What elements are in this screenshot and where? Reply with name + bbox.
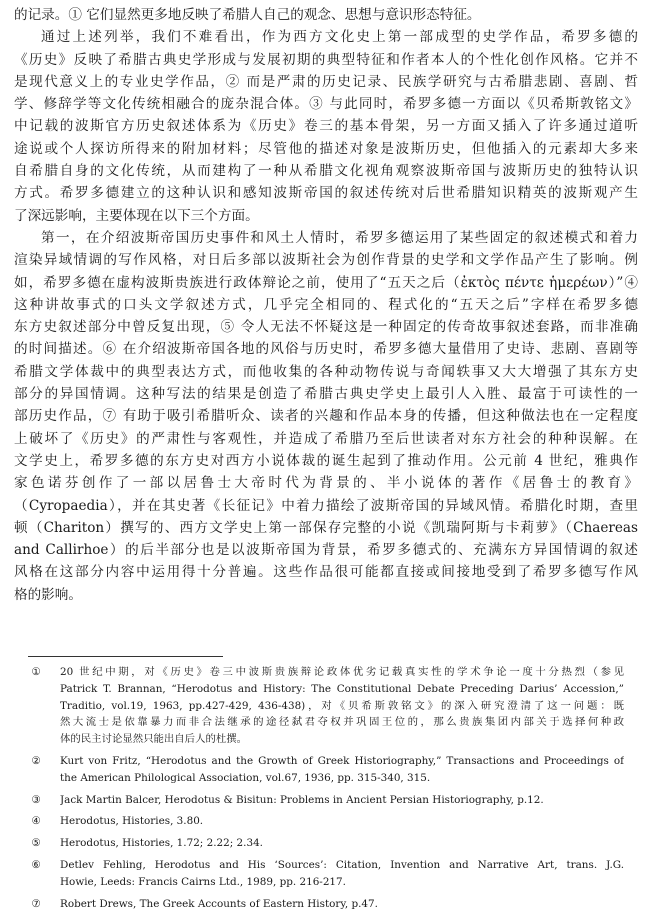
footnote-line: Herodotus, Histories, 3.80. bbox=[60, 815, 204, 828]
body-line: 家色诺芬创作了一部以居鲁士大帝时代为背景的、半小说体的著作《居鲁士的教育》 bbox=[14, 475, 638, 492]
footnote-number: ⑦ bbox=[31, 897, 41, 910]
footnote bbox=[28, 813, 624, 830]
body-line: 渲染异域情调的写作风格，对日后多部以波斯社会为创作背景的史学和文学作品产生了影响。例 bbox=[14, 252, 638, 269]
body-line: 中记载的波斯官方历史叙述体系为《历史》卷三的基本骨架，另一方面又插入了许多通过道听 bbox=[14, 118, 638, 135]
body-text bbox=[14, 4, 638, 606]
body-line: 这种讲故事式的口头文学叙述方式，几乎完全相同的、程式化的“五天之后”字样在希罗多德 bbox=[14, 296, 638, 313]
body-line: 自希腊自身的文化传统，从而建构了一种从希腊文化视角观察波斯帝国与波斯历史的独特认识 bbox=[14, 163, 638, 180]
body-line: 上破坏了《历史》的严肃性与客观性，并造成了希腊乃至后世读者对东方社会的种种误解。在 bbox=[14, 430, 638, 447]
body-line: 的时间描述。⑥ 在介绍波斯帝国各地的风俗与历史时，希罗多德大量借用了史诗、悲剧、喜剧等 bbox=[14, 341, 638, 358]
footnote bbox=[28, 753, 624, 787]
body-line: 部历史作品，⑦ 有助于吸引希腊听众、读者的兴趣和作品本身的传播，但这种做法也在一定程度 bbox=[14, 408, 638, 425]
body-line: 的记录。① 它们显然更多地反映了希腊人自己的观念、思想与意识形态特征。 bbox=[14, 7, 481, 23]
footnote bbox=[28, 896, 624, 912]
body-line: 部分的异国情调。这种写法的结果是创造了希腊古典史学史上最引人入胜、最富于可读性的一 bbox=[14, 386, 638, 403]
footnote bbox=[28, 857, 624, 891]
body-line: 希腊文学体裁中的典型表达方式，而他收集的各种动物传说与奇闻轶事又大大增强了其东方史 bbox=[14, 363, 638, 380]
footnote-separator bbox=[28, 656, 223, 657]
body-line: 格的影响。 bbox=[14, 586, 82, 603]
footnote-line: 体的民主讨论显然只能出自后人的杜撰。 bbox=[60, 733, 248, 746]
footnote-line: Traditio, vol.19, 1963, pp.427-429, 436-438)，对《贝希斯敦铭文》的深入研究澄清了这一问题：既 bbox=[60, 699, 624, 712]
footnote-number: ③ bbox=[31, 793, 41, 806]
body-line: 文学史上，希罗多德的东方史对西方小说体裁的诞生起到了推动作用。公元前 4 世纪，雅典作 bbox=[14, 452, 638, 469]
footnote-line: Detlev Fehling, Herodotus and His ‘Sources’: Citation, Invention and Narrative Art, trans. J.G. bbox=[60, 858, 624, 871]
footnote-number: ① bbox=[31, 666, 41, 678]
body-line: 顿（Chariton）撰写的、西方文学史上第一部保存完整的小说《凯瑞阿斯与卡莉萝》（Chaereas bbox=[14, 519, 638, 536]
footnote bbox=[28, 664, 624, 748]
body-line: 第一，在介绍波斯帝国历史事件和风土人情时，希罗多德运用了某些固定的叙述模式和着力 bbox=[41, 229, 638, 246]
body-line: 了深远影响，主要体现在以下三个方面。 bbox=[14, 207, 259, 224]
body-line: 是现代意义上的专业史学作品，② 而是严肃的历史记录、民族学研究与古希腊悲剧、喜剧、哲 bbox=[14, 73, 638, 90]
body-line: 如，希罗多德在虚构波斯贵族进行政体辩论之前，使用了“五天之后（ἐκτὸς πέντε ἡμερέων）”④ bbox=[14, 274, 638, 291]
footnote-line: Kurt von Fritz, “Herodotus and the Growth of Greek Historiography,” Transactions and Proceedings of bbox=[60, 754, 624, 767]
body-line: 东方史叙述部分中曾反复出现，⑤ 令人无法不怀疑这是一种固定的传奇故事叙述套路，而非准确 bbox=[14, 319, 638, 336]
footnote-line: Jack Martin Balcer, Herodotus & Bisitun: Problems in Ancient Persian Historiography, p.12. bbox=[60, 793, 544, 806]
body-line: 《历史》反映了希腊古典史学形成与发展初期的典型特征和作者本人的个性化创作风格。它并不 bbox=[14, 51, 638, 68]
body-line: 通过上述列举，我们不难看出，作为西方文化史上第一部成型的史学作品，希罗多德的 bbox=[41, 29, 638, 46]
body-line: 学、修辞学等文化传统相融合的庞杂混合体。③ 与此同时，希罗多德一方面以《贝希斯敦铭文》 bbox=[14, 96, 638, 113]
footnote-line: the American Philological Association, vol.67, 1936, pp. 315-340, 315. bbox=[60, 771, 431, 784]
footnote-number: ⑥ bbox=[31, 858, 41, 871]
footnote-number: ④ bbox=[31, 815, 41, 828]
footnote-line: Patrick T. Brannan, “Herodotus and History: The Constitutional Debate Preceding Darius’ Accession,” bbox=[60, 682, 624, 695]
footnotes bbox=[28, 664, 624, 912]
footnote-line: 20 世纪中期，对《历史》卷三中波斯贵族辩论政体优劣记载真实性的学术争论一度十分热烈（参见 bbox=[60, 666, 624, 678]
body-line: 风格在这部分内容中运用得十分普遍。这些作品很可能都直接或间接地受到了希罗多德写作风 bbox=[14, 564, 638, 581]
footnote-number: ② bbox=[31, 754, 41, 767]
footnote-number: ⑤ bbox=[31, 837, 41, 850]
body-line: and Callirhoe）的后半部分也是以波斯帝国为背景，希罗多德式的、充满东方异国情调的叙述 bbox=[14, 542, 638, 559]
footnote-line: Howie, Leeds: Francis Cairns Ltd., 1989, pp. 216-217. bbox=[60, 875, 346, 888]
footnote bbox=[28, 835, 624, 852]
footnote-line: Robert Drews, The Greek Accounts of Eastern History, p.47. bbox=[60, 897, 378, 910]
footnote bbox=[28, 792, 624, 809]
body-line: 途说或个人探访所得来的附加材料；尽管他的描述对象是波斯历史，但他插入的元素却大多来 bbox=[14, 140, 638, 157]
body-line: 方式。希罗多德建立的这种认识和感知波斯帝国的叙述传统对后世希腊知识精英的波斯观产生 bbox=[14, 185, 638, 202]
footnote-line: Herodotus, Histories, 1.72; 2.22; 2.34. bbox=[60, 837, 263, 850]
footnote-line: 然大流士是依靠暴力而非合法继承的途径弑君夺权并巩固王位的，那么贵族集团内部关于选择何种政 bbox=[60, 716, 624, 729]
body-line: （Cyropaedia），并在其史著《长征记》中着力描绘了波斯帝国的异域风情。希腊化时期，查里 bbox=[14, 497, 638, 514]
